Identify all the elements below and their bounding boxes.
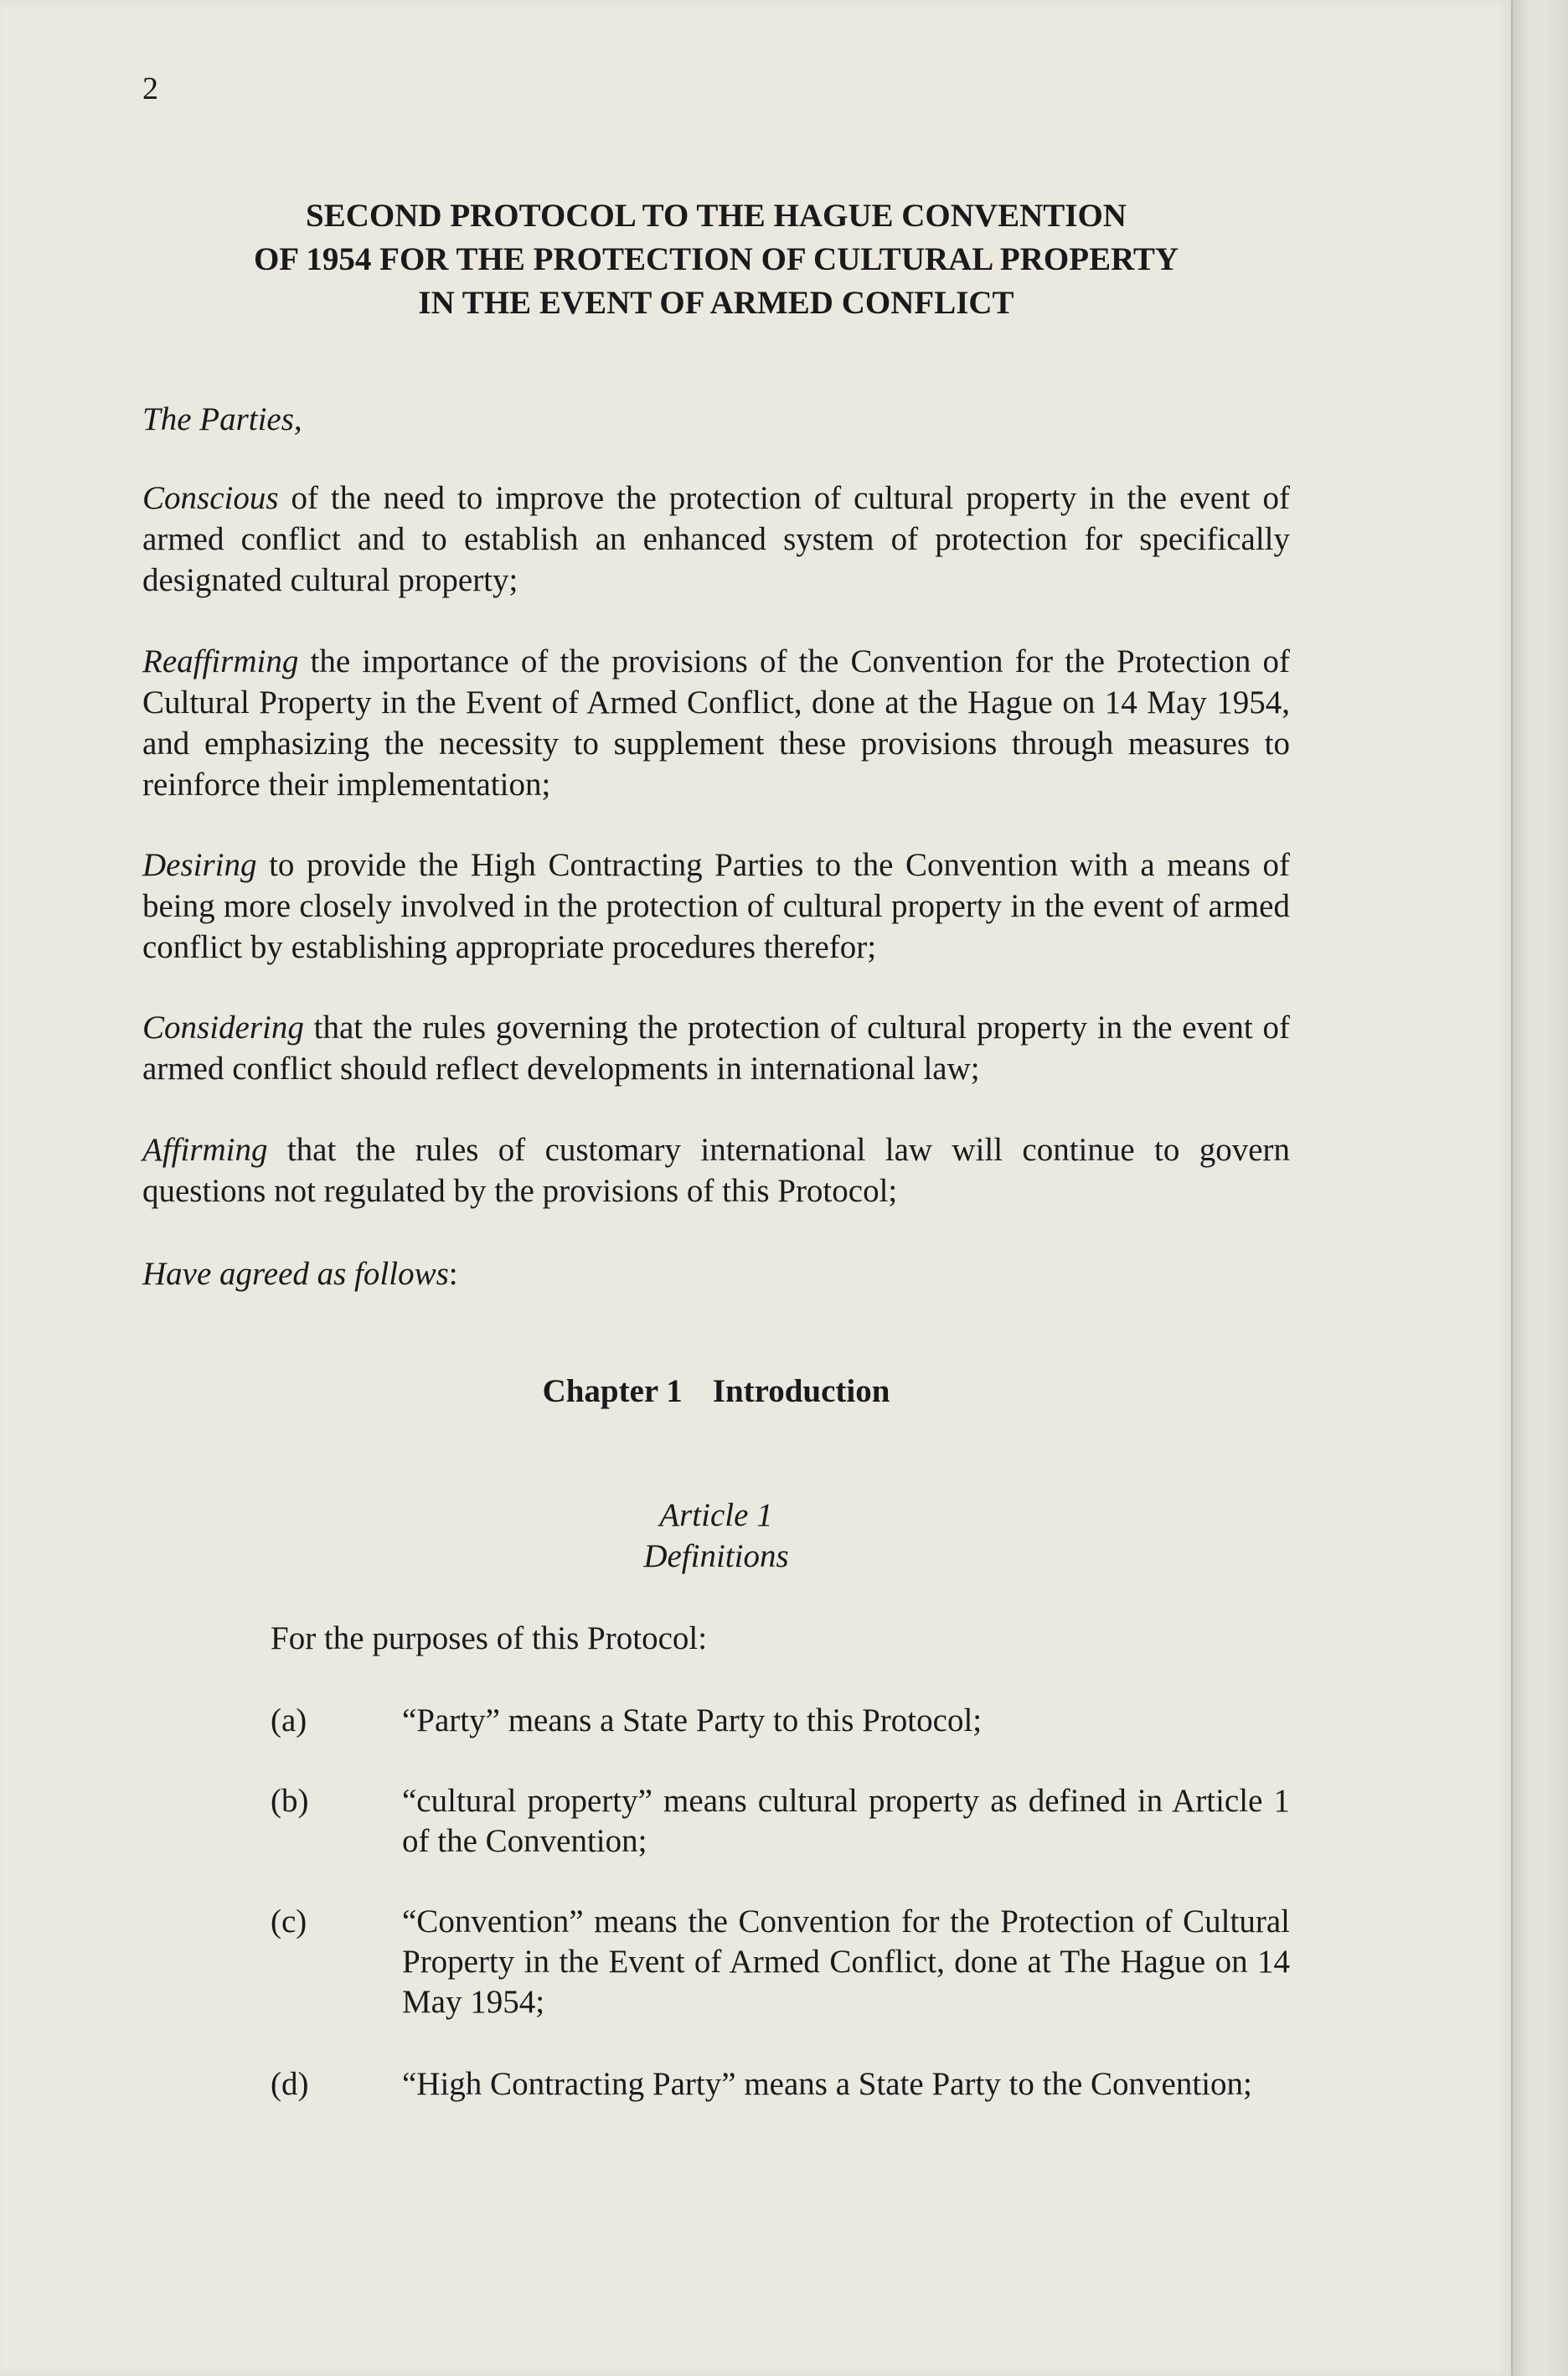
paragraph-text: of the need to improve the protection of cultural property in the event of armed conflict and to establish an enhanced system of protection for specifically designated cultural property; (142, 480, 1290, 598)
preamble-paragraph-considering (142, 1007, 1290, 1089)
paragraph-text: the importance of the provisions of the Convention for the Protection of Cultural Property in the Event of Armed Conflict, done at the Hague on 14 May 1954, and emphasizing the necessity to supplement these provisions through measures to reinforce their implementation; (142, 643, 1290, 803)
agreed-colon: : (448, 1256, 458, 1292)
paragraph-lead: Conscious (142, 480, 279, 516)
article-number: Article 1 (659, 1497, 773, 1533)
chapter-name: Introduction (712, 1373, 890, 1409)
preamble-paragraph-reaffirming (142, 641, 1290, 805)
definition-letter: (c) (271, 1903, 307, 1940)
paragraph-lead: Desiring (142, 847, 257, 883)
title-line-1: SECOND PROTOCOL TO THE HAGUE CONVENTION (306, 198, 1127, 234)
preamble-paragraph-conscious (142, 478, 1290, 601)
definition-letter: (a) (271, 1702, 307, 1738)
article-heading (142, 1495, 1290, 1577)
definition-text: “cultural property” means cultural property as defined in Article 1 of the Convention; (402, 1783, 1290, 1859)
definition-letter: (d) (271, 2066, 309, 2102)
title-line-2: OF 1954 FOR THE PROTECTION OF CULTURAL PROPERTY (253, 241, 1179, 277)
definitions-intro: For the purposes of this Protocol: (271, 1620, 708, 1656)
agreed-text: Have agreed as follows (142, 1256, 449, 1292)
definition-text: “Convention” means the Convention for the Protection of Cultural Property in the Event of Armed Conflict, done at The Hague on 14 May 1954; (402, 1903, 1290, 2020)
preamble-paragraph-desiring (142, 845, 1290, 968)
paragraph-text: that the rules governing the protection of cultural property in the event of armed conflict should reflect developments in international law; (142, 1010, 1290, 1087)
paragraph-text: that the rules of customary international law will continue to govern questions not regulated by the provisions of this Protocol; (142, 1132, 1290, 1209)
preamble-parties (142, 399, 1290, 440)
page-number: 2 (142, 71, 158, 106)
title-line-3: IN THE EVENT OF ARMED CONFLICT (418, 285, 1014, 321)
paragraph-lead: Considering (142, 1010, 304, 1046)
definition-letter: (b) (271, 1783, 309, 1819)
parties-text: The Parties, (142, 401, 302, 437)
paragraph-text: to provide the High Contracting Parties to the Convention with a means of being more closely involved in the protection of cultural property in the event of armed conflict by establishing appropriate procedures therefor; (142, 847, 1290, 965)
page-edge (1513, 0, 1568, 2376)
chapter-heading (142, 1372, 1290, 1410)
definition-text: “High Contracting Party” means a State Party to the Convention; (402, 2066, 1252, 2102)
paragraph-lead: Affirming (142, 1132, 268, 1168)
chapter-number: Chapter 1 (542, 1373, 683, 1409)
definition-text: “Party” means a State Party to this Protocol; (402, 1702, 983, 1738)
article-name: Definitions (643, 1538, 789, 1574)
paragraph-lead: Reaffirming (142, 643, 299, 679)
preamble-agreed (142, 1253, 1290, 1294)
document-title (142, 194, 1290, 325)
preamble-paragraph-affirming (142, 1129, 1290, 1211)
